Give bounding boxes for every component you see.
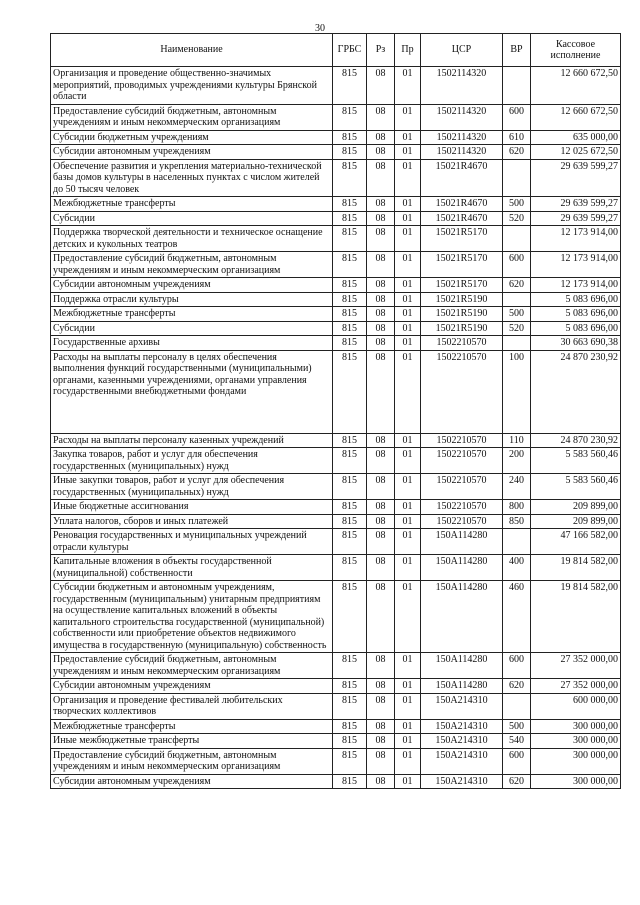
cell-rz: 08 bbox=[367, 734, 395, 749]
table-row bbox=[51, 307, 621, 322]
cell-name: Расходы на выплаты персоналу казенных учреждений bbox=[51, 433, 333, 448]
cell-pr: 01 bbox=[395, 774, 421, 789]
cell-vr: 620 bbox=[503, 679, 531, 694]
cell-csr: 15021R4670 bbox=[421, 159, 503, 197]
cell-name: Субсидии автономным учреждениям bbox=[51, 679, 333, 694]
cell-vr: 600 bbox=[503, 748, 531, 774]
cell-grbs: 815 bbox=[333, 226, 367, 252]
cell-sum: 12 025 672,50 bbox=[531, 145, 621, 160]
table-row bbox=[51, 292, 621, 307]
table-row bbox=[51, 500, 621, 515]
cell-name: Субсидии бюджетным учреждениям bbox=[51, 130, 333, 145]
cell-pr: 01 bbox=[395, 748, 421, 774]
cell-csr: 1502114320 bbox=[421, 104, 503, 130]
cell-sum: 19 814 582,00 bbox=[531, 581, 621, 653]
cell-pr: 01 bbox=[395, 104, 421, 130]
cell-pr: 01 bbox=[395, 653, 421, 679]
cell-grbs: 815 bbox=[333, 104, 367, 130]
cell-pr: 01 bbox=[395, 719, 421, 734]
cell-rz: 08 bbox=[367, 307, 395, 322]
cell-grbs: 815 bbox=[333, 514, 367, 529]
header-grbs: ГРБС bbox=[333, 34, 367, 67]
table-body bbox=[51, 67, 621, 789]
cell-rz: 08 bbox=[367, 679, 395, 694]
cell-rz: 08 bbox=[367, 653, 395, 679]
cell-grbs: 815 bbox=[333, 336, 367, 351]
cell-rz: 08 bbox=[367, 226, 395, 252]
cell-vr: 600 bbox=[503, 653, 531, 679]
cell-name: Обеспечение развития и укрепления материально-технической базы домов культуры в населенных пунктах с числом жителей до 50 тысяч человек bbox=[51, 159, 333, 197]
table-row bbox=[51, 474, 621, 500]
cell-vr: 540 bbox=[503, 734, 531, 749]
cell-pr: 01 bbox=[395, 252, 421, 278]
cell-pr: 01 bbox=[395, 693, 421, 719]
cell-name: Реновация государственных и муниципальных учреждений отрасли культуры bbox=[51, 529, 333, 555]
cell-csr: 1502210570 bbox=[421, 500, 503, 515]
cell-vr bbox=[503, 292, 531, 307]
cell-name: Субсидии автономным учреждениям bbox=[51, 145, 333, 160]
cell-sum: 29 639 599,27 bbox=[531, 159, 621, 197]
cell-sum: 30 663 690,38 bbox=[531, 336, 621, 351]
cell-pr: 01 bbox=[395, 292, 421, 307]
cell-pr: 01 bbox=[395, 734, 421, 749]
cell-rz: 08 bbox=[367, 252, 395, 278]
cell-grbs: 815 bbox=[333, 693, 367, 719]
header-csr: ЦСР bbox=[421, 34, 503, 67]
cell-sum: 209 899,00 bbox=[531, 500, 621, 515]
cell-sum: 27 352 000,00 bbox=[531, 679, 621, 694]
cell-grbs: 815 bbox=[333, 448, 367, 474]
cell-grbs: 815 bbox=[333, 474, 367, 500]
table-row bbox=[51, 350, 621, 433]
table-row bbox=[51, 529, 621, 555]
cell-grbs: 815 bbox=[333, 67, 367, 105]
cell-vr bbox=[503, 67, 531, 105]
table-row bbox=[51, 448, 621, 474]
cell-csr: 150A214310 bbox=[421, 774, 503, 789]
table-row bbox=[51, 581, 621, 653]
table-row bbox=[51, 104, 621, 130]
cell-name: Государственные архивы bbox=[51, 336, 333, 351]
cell-vr: 400 bbox=[503, 555, 531, 581]
cell-vr: 240 bbox=[503, 474, 531, 500]
cell-pr: 01 bbox=[395, 159, 421, 197]
cell-sum: 5 083 696,00 bbox=[531, 292, 621, 307]
cell-name: Субсидии автономным учреждениям bbox=[51, 278, 333, 293]
cell-name: Предоставление субсидий бюджетным, автономным учреждениям и иным некоммерческим организациям bbox=[51, 252, 333, 278]
cell-sum: 209 899,00 bbox=[531, 514, 621, 529]
cell-name: Субсидии bbox=[51, 321, 333, 336]
cell-rz: 08 bbox=[367, 159, 395, 197]
cell-vr: 850 bbox=[503, 514, 531, 529]
cell-name: Субсидии bbox=[51, 211, 333, 226]
cell-name: Межбюджетные трансферты bbox=[51, 197, 333, 212]
cell-grbs: 815 bbox=[333, 555, 367, 581]
cell-vr: 610 bbox=[503, 130, 531, 145]
cell-pr: 01 bbox=[395, 321, 421, 336]
cell-name: Межбюджетные трансферты bbox=[51, 719, 333, 734]
cell-grbs: 815 bbox=[333, 307, 367, 322]
cell-name: Уплата налогов, сборов и иных платежей bbox=[51, 514, 333, 529]
cell-sum: 27 352 000,00 bbox=[531, 653, 621, 679]
cell-rz: 08 bbox=[367, 211, 395, 226]
cell-grbs: 815 bbox=[333, 211, 367, 226]
cell-vr: 460 bbox=[503, 581, 531, 653]
cell-vr: 200 bbox=[503, 448, 531, 474]
cell-rz: 08 bbox=[367, 197, 395, 212]
cell-pr: 01 bbox=[395, 581, 421, 653]
cell-grbs: 815 bbox=[333, 145, 367, 160]
cell-grbs: 815 bbox=[333, 734, 367, 749]
cell-csr: 1502210570 bbox=[421, 514, 503, 529]
cell-sum: 29 639 599,27 bbox=[531, 211, 621, 226]
cell-vr: 600 bbox=[503, 252, 531, 278]
cell-vr: 500 bbox=[503, 197, 531, 212]
table-row bbox=[51, 130, 621, 145]
cell-name: Субсидии бюджетным и автономным учреждениям, государственным (муниципальным) унитарным предприятиям на осуществление капитальных вложений в объекты капитального строительства государственной (муниципальной) собственности или приобретение объектов недвижимого имущества в государственную (муниципальную) собственность bbox=[51, 581, 333, 653]
cell-name: Иные межбюджетные трансферты bbox=[51, 734, 333, 749]
cell-rz: 08 bbox=[367, 719, 395, 734]
header-rz: Рз bbox=[367, 34, 395, 67]
table-row bbox=[51, 226, 621, 252]
cell-csr: 150A114280 bbox=[421, 529, 503, 555]
table-row bbox=[51, 748, 621, 774]
cell-vr: 800 bbox=[503, 500, 531, 515]
cell-sum: 5 583 560,46 bbox=[531, 448, 621, 474]
table-row bbox=[51, 321, 621, 336]
cell-grbs: 815 bbox=[333, 679, 367, 694]
cell-csr: 15021R5190 bbox=[421, 321, 503, 336]
header-vr: ВР bbox=[503, 34, 531, 67]
cell-vr: 500 bbox=[503, 307, 531, 322]
cell-grbs: 815 bbox=[333, 774, 367, 789]
budget-table bbox=[50, 33, 621, 789]
cell-pr: 01 bbox=[395, 278, 421, 293]
cell-vr bbox=[503, 336, 531, 351]
cell-csr: 1502210570 bbox=[421, 433, 503, 448]
cell-grbs: 815 bbox=[333, 433, 367, 448]
cell-grbs: 815 bbox=[333, 197, 367, 212]
header-pr: Пр bbox=[395, 34, 421, 67]
cell-grbs: 815 bbox=[333, 719, 367, 734]
cell-csr: 1502210570 bbox=[421, 336, 503, 351]
cell-vr bbox=[503, 529, 531, 555]
cell-sum: 300 000,00 bbox=[531, 748, 621, 774]
cell-grbs: 815 bbox=[333, 581, 367, 653]
cell-rz: 08 bbox=[367, 321, 395, 336]
table-row bbox=[51, 145, 621, 160]
cell-vr bbox=[503, 226, 531, 252]
cell-grbs: 815 bbox=[333, 653, 367, 679]
cell-grbs: 815 bbox=[333, 748, 367, 774]
cell-csr: 150A214310 bbox=[421, 719, 503, 734]
cell-csr: 15021R5190 bbox=[421, 292, 503, 307]
cell-pr: 01 bbox=[395, 336, 421, 351]
cell-pr: 01 bbox=[395, 679, 421, 694]
cell-csr: 1502114320 bbox=[421, 130, 503, 145]
cell-csr: 150A214310 bbox=[421, 734, 503, 749]
cell-rz: 08 bbox=[367, 500, 395, 515]
cell-sum: 12 660 672,50 bbox=[531, 67, 621, 105]
cell-vr bbox=[503, 693, 531, 719]
table-row bbox=[51, 67, 621, 105]
cell-sum: 300 000,00 bbox=[531, 734, 621, 749]
cell-sum: 300 000,00 bbox=[531, 774, 621, 789]
cell-rz: 08 bbox=[367, 748, 395, 774]
cell-vr: 520 bbox=[503, 321, 531, 336]
table-row bbox=[51, 719, 621, 734]
cell-sum: 12 660 672,50 bbox=[531, 104, 621, 130]
table-row bbox=[51, 197, 621, 212]
cell-csr: 150A114280 bbox=[421, 581, 503, 653]
table-row bbox=[51, 433, 621, 448]
cell-vr: 620 bbox=[503, 145, 531, 160]
cell-pr: 01 bbox=[395, 211, 421, 226]
cell-name: Поддержка отрасли культуры bbox=[51, 292, 333, 307]
cell-name: Предоставление субсидий бюджетным, автономным учреждениям и иным некоммерческим организациям bbox=[51, 748, 333, 774]
cell-pr: 01 bbox=[395, 307, 421, 322]
cell-grbs: 815 bbox=[333, 529, 367, 555]
cell-vr: 620 bbox=[503, 774, 531, 789]
table-row bbox=[51, 774, 621, 789]
cell-vr bbox=[503, 159, 531, 197]
table-row bbox=[51, 159, 621, 197]
cell-vr: 620 bbox=[503, 278, 531, 293]
cell-rz: 08 bbox=[367, 555, 395, 581]
cell-csr: 1502114320 bbox=[421, 145, 503, 160]
cell-rz: 08 bbox=[367, 145, 395, 160]
cell-name: Закупка товаров, работ и услуг для обеспечения государственных (муниципальных) нужд bbox=[51, 448, 333, 474]
table-row bbox=[51, 514, 621, 529]
cell-rz: 08 bbox=[367, 292, 395, 307]
table-row bbox=[51, 252, 621, 278]
cell-name: Расходы на выплаты персоналу в целях обеспечения выполнения функций государственными (муниципальными) органами, казенными учреждениями, органами управления государственными внебюджетными фондами bbox=[51, 350, 333, 433]
cell-name: Предоставление субсидий бюджетным, автономным учреждениям и иным некоммерческим организациям bbox=[51, 653, 333, 679]
cell-pr: 01 bbox=[395, 67, 421, 105]
cell-name: Предоставление субсидий бюджетным, автономным учреждениям и иным некоммерческим организациям bbox=[51, 104, 333, 130]
table-row bbox=[51, 679, 621, 694]
table-header bbox=[51, 34, 621, 67]
cell-pr: 01 bbox=[395, 350, 421, 433]
cell-csr: 15021R4670 bbox=[421, 211, 503, 226]
cell-rz: 08 bbox=[367, 336, 395, 351]
cell-csr: 15021R5170 bbox=[421, 252, 503, 278]
cell-rz: 08 bbox=[367, 514, 395, 529]
cell-sum: 300 000,00 bbox=[531, 719, 621, 734]
cell-pr: 01 bbox=[395, 529, 421, 555]
cell-grbs: 815 bbox=[333, 350, 367, 433]
cell-sum: 5 083 696,00 bbox=[531, 307, 621, 322]
cell-rz: 08 bbox=[367, 581, 395, 653]
cell-pr: 01 bbox=[395, 474, 421, 500]
cell-rz: 08 bbox=[367, 774, 395, 789]
cell-csr: 15021R5170 bbox=[421, 226, 503, 252]
cell-vr: 500 bbox=[503, 719, 531, 734]
cell-csr: 150A114280 bbox=[421, 653, 503, 679]
cell-pr: 01 bbox=[395, 500, 421, 515]
cell-name: Организация и проведение общественно-значимых мероприятий, проводимых учреждениями культуры Брянской области bbox=[51, 67, 333, 105]
cell-name: Организация и проведение фестивалей любительских творческих коллективов bbox=[51, 693, 333, 719]
cell-name: Иные бюджетные ассигнования bbox=[51, 500, 333, 515]
cell-sum: 12 173 914,00 bbox=[531, 226, 621, 252]
cell-grbs: 815 bbox=[333, 292, 367, 307]
cell-pr: 01 bbox=[395, 197, 421, 212]
cell-sum: 12 173 914,00 bbox=[531, 252, 621, 278]
table-row bbox=[51, 336, 621, 351]
cell-vr: 100 bbox=[503, 350, 531, 433]
cell-csr: 15021R5170 bbox=[421, 278, 503, 293]
cell-sum: 5 083 696,00 bbox=[531, 321, 621, 336]
cell-rz: 08 bbox=[367, 474, 395, 500]
cell-sum: 29 639 599,27 bbox=[531, 197, 621, 212]
cell-rz: 08 bbox=[367, 529, 395, 555]
cell-rz: 08 bbox=[367, 67, 395, 105]
cell-vr: 600 bbox=[503, 104, 531, 130]
cell-sum: 635 000,00 bbox=[531, 130, 621, 145]
cell-csr: 150A114280 bbox=[421, 555, 503, 581]
cell-sum: 600 000,00 bbox=[531, 693, 621, 719]
table-row bbox=[51, 693, 621, 719]
cell-pr: 01 bbox=[395, 433, 421, 448]
table-row bbox=[51, 278, 621, 293]
cell-pr: 01 bbox=[395, 226, 421, 252]
cell-rz: 08 bbox=[367, 104, 395, 130]
cell-vr: 520 bbox=[503, 211, 531, 226]
cell-rz: 08 bbox=[367, 448, 395, 474]
table-row bbox=[51, 211, 621, 226]
cell-grbs: 815 bbox=[333, 321, 367, 336]
cell-sum: 24 870 230,92 bbox=[531, 350, 621, 433]
cell-csr: 15021R5190 bbox=[421, 307, 503, 322]
table-row bbox=[51, 555, 621, 581]
cell-grbs: 815 bbox=[333, 278, 367, 293]
header-sum: Кассовое исполнение bbox=[531, 34, 621, 67]
cell-rz: 08 bbox=[367, 693, 395, 719]
cell-csr: 150A114280 bbox=[421, 679, 503, 694]
cell-sum: 47 166 582,00 bbox=[531, 529, 621, 555]
cell-grbs: 815 bbox=[333, 159, 367, 197]
table-row bbox=[51, 653, 621, 679]
cell-rz: 08 bbox=[367, 278, 395, 293]
page-number: 30 bbox=[315, 23, 325, 34]
cell-grbs: 815 bbox=[333, 252, 367, 278]
cell-sum: 19 814 582,00 bbox=[531, 555, 621, 581]
cell-csr: 1502210570 bbox=[421, 448, 503, 474]
cell-name: Субсидии автономным учреждениям bbox=[51, 774, 333, 789]
cell-csr: 150A214310 bbox=[421, 748, 503, 774]
cell-csr: 15021R4670 bbox=[421, 197, 503, 212]
cell-csr: 1502114320 bbox=[421, 67, 503, 105]
cell-sum: 24 870 230,92 bbox=[531, 433, 621, 448]
cell-pr: 01 bbox=[395, 514, 421, 529]
cell-sum: 12 173 914,00 bbox=[531, 278, 621, 293]
cell-pr: 01 bbox=[395, 448, 421, 474]
cell-rz: 08 bbox=[367, 433, 395, 448]
cell-rz: 08 bbox=[367, 350, 395, 433]
table-row bbox=[51, 734, 621, 749]
cell-sum: 5 583 560,46 bbox=[531, 474, 621, 500]
cell-pr: 01 bbox=[395, 130, 421, 145]
cell-rz: 08 bbox=[367, 130, 395, 145]
cell-pr: 01 bbox=[395, 145, 421, 160]
cell-name: Капитальные вложения в объекты государственной (муниципальной) собственности bbox=[51, 555, 333, 581]
cell-name: Иные закупки товаров, работ и услуг для обеспечения государственных (муниципальных) нужд bbox=[51, 474, 333, 500]
cell-pr: 01 bbox=[395, 555, 421, 581]
cell-csr: 1502210570 bbox=[421, 350, 503, 433]
cell-name: Поддержка творческой деятельности и техническое оснащение детских и кукольных театров bbox=[51, 226, 333, 252]
cell-csr: 1502210570 bbox=[421, 474, 503, 500]
header-name: Наименование bbox=[51, 34, 333, 67]
cell-csr: 150A214310 bbox=[421, 693, 503, 719]
cell-grbs: 815 bbox=[333, 130, 367, 145]
cell-grbs: 815 bbox=[333, 500, 367, 515]
cell-name: Межбюджетные трансферты bbox=[51, 307, 333, 322]
cell-vr: 110 bbox=[503, 433, 531, 448]
